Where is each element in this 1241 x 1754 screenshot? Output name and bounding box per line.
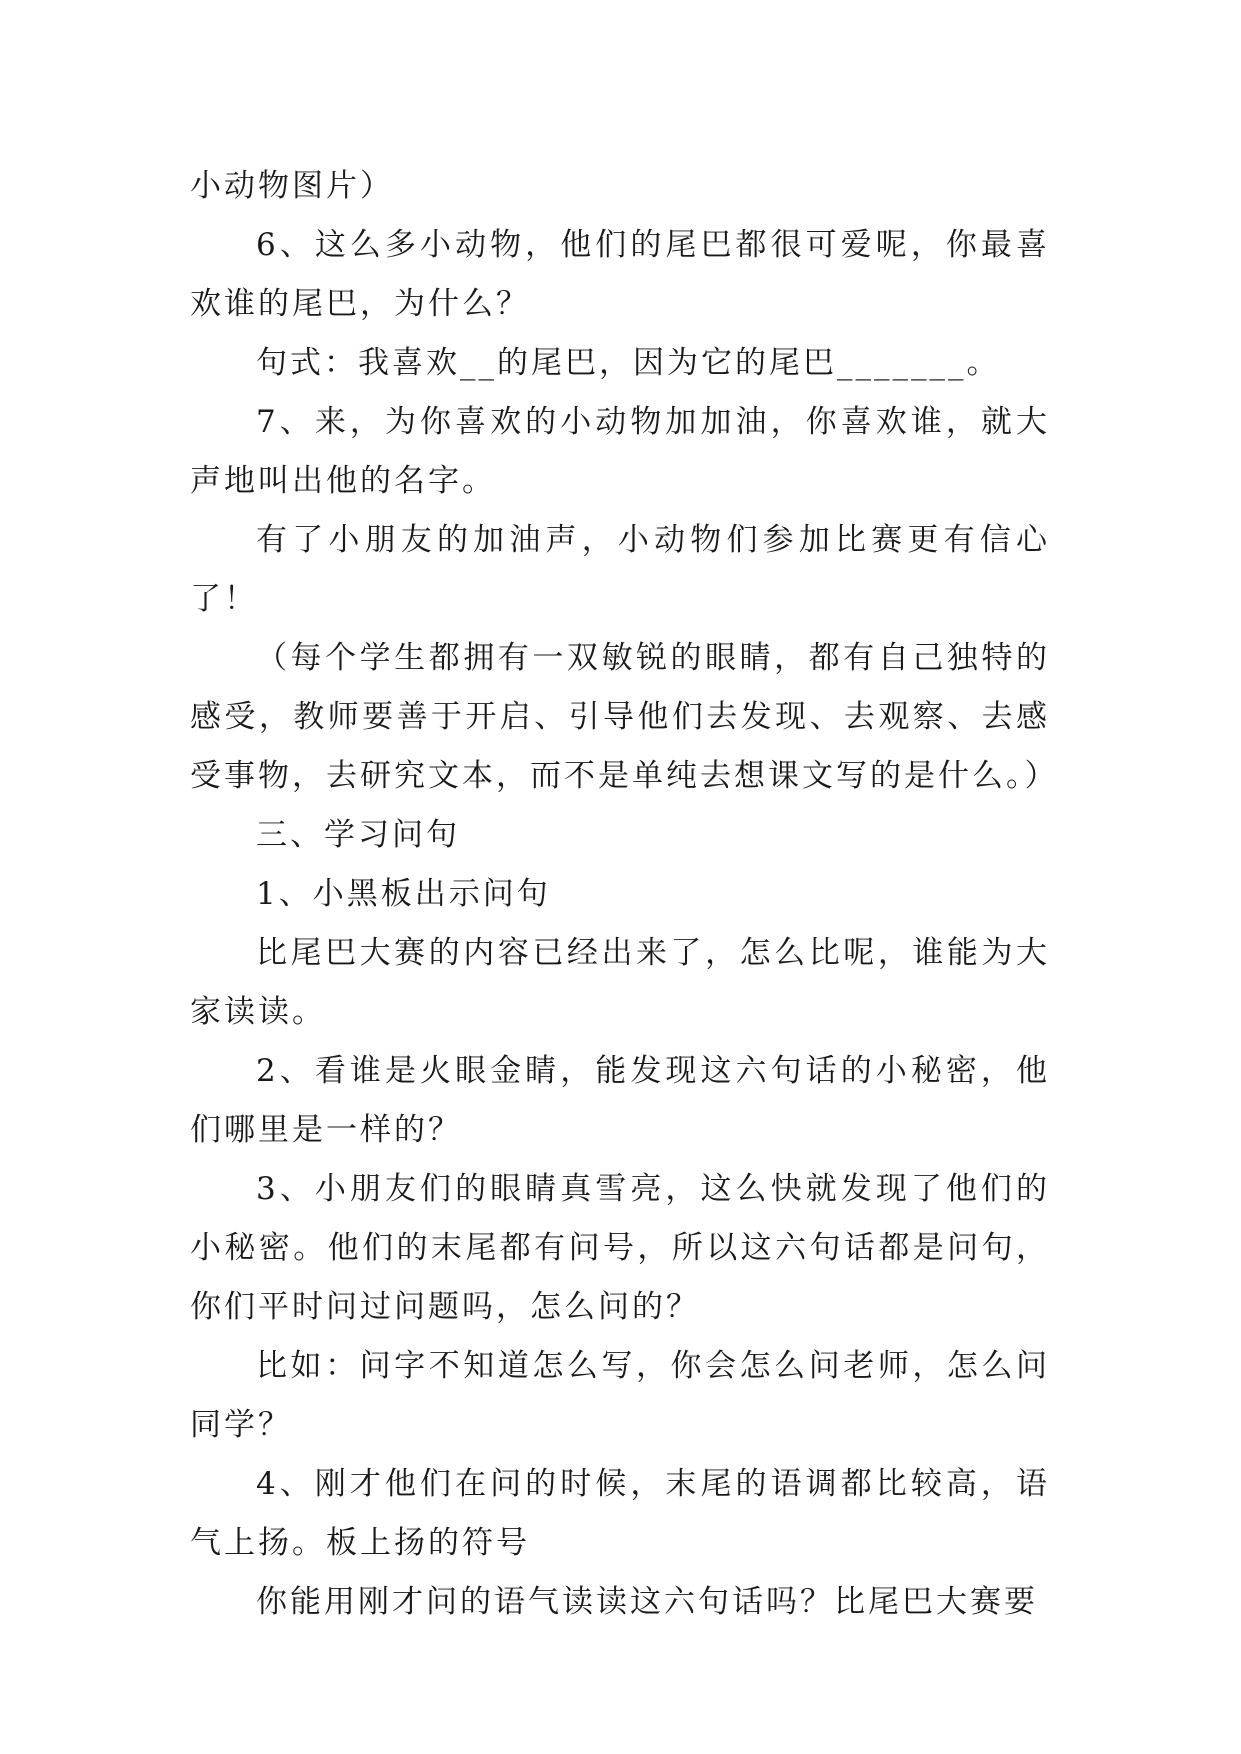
paragraph-1: 小动物图片） [190, 168, 394, 204]
paragraph-9: 比尾巴大赛的内容已经出来了，怎么比呢，谁能为大家读读。 [190, 935, 1050, 1030]
paragraph-8: 1、小黑板出示问句 [256, 876, 551, 912]
document-body [190, 157, 1059, 1632]
paragraph-2: 6、这么多小动物，他们的尾巴都很可爱呢，你最喜欢谁的尾巴，为什么？ [190, 227, 1050, 322]
paragraph-5: 有了小朋友的加油声，小动物们参加比赛更有信心了！ [190, 522, 1050, 617]
paragraph-4: 7、来，为你喜欢的小动物加加油，你喜欢谁，就大声地叫出他的名字。 [190, 404, 1050, 499]
paragraph-6: （每个学生都拥有一双敏锐的眼睛，都有自己独特的感受，教师要善于开启、引导他们去发现、去观察、去感受事物，去研究文本，而不是单纯去想课文写的是什么。） [190, 640, 1059, 794]
paragraph-14: 你能用刚才问的语气读读这六句话吗？比尾巴大赛要 [256, 1584, 1038, 1620]
paragraph-10: 2、看谁是火眼金睛，能发现这六句话的小秘密，他们哪里是一样的？ [190, 1053, 1050, 1148]
paragraph-3: 句式：我喜欢__的尾巴，因为它的尾巴_______。 [256, 345, 1001, 381]
paragraph-11: 3、小朋友们的眼睛真雪亮，这么快就发现了他们的小秘密。他们的末尾都有问号，所以这六句话都是问句，你们平时问过问题吗，怎么问的？ [190, 1171, 1050, 1325]
paragraph-12: 比如：问字不知道怎么写，你会怎么问老师，怎么问同学？ [190, 1348, 1050, 1443]
paragraph-13: 4、刚才他们在问的时候，末尾的语调都比较高，语气上扬。板上扬的符号 [190, 1466, 1050, 1561]
section-heading: 三、学习问句 [256, 817, 460, 853]
